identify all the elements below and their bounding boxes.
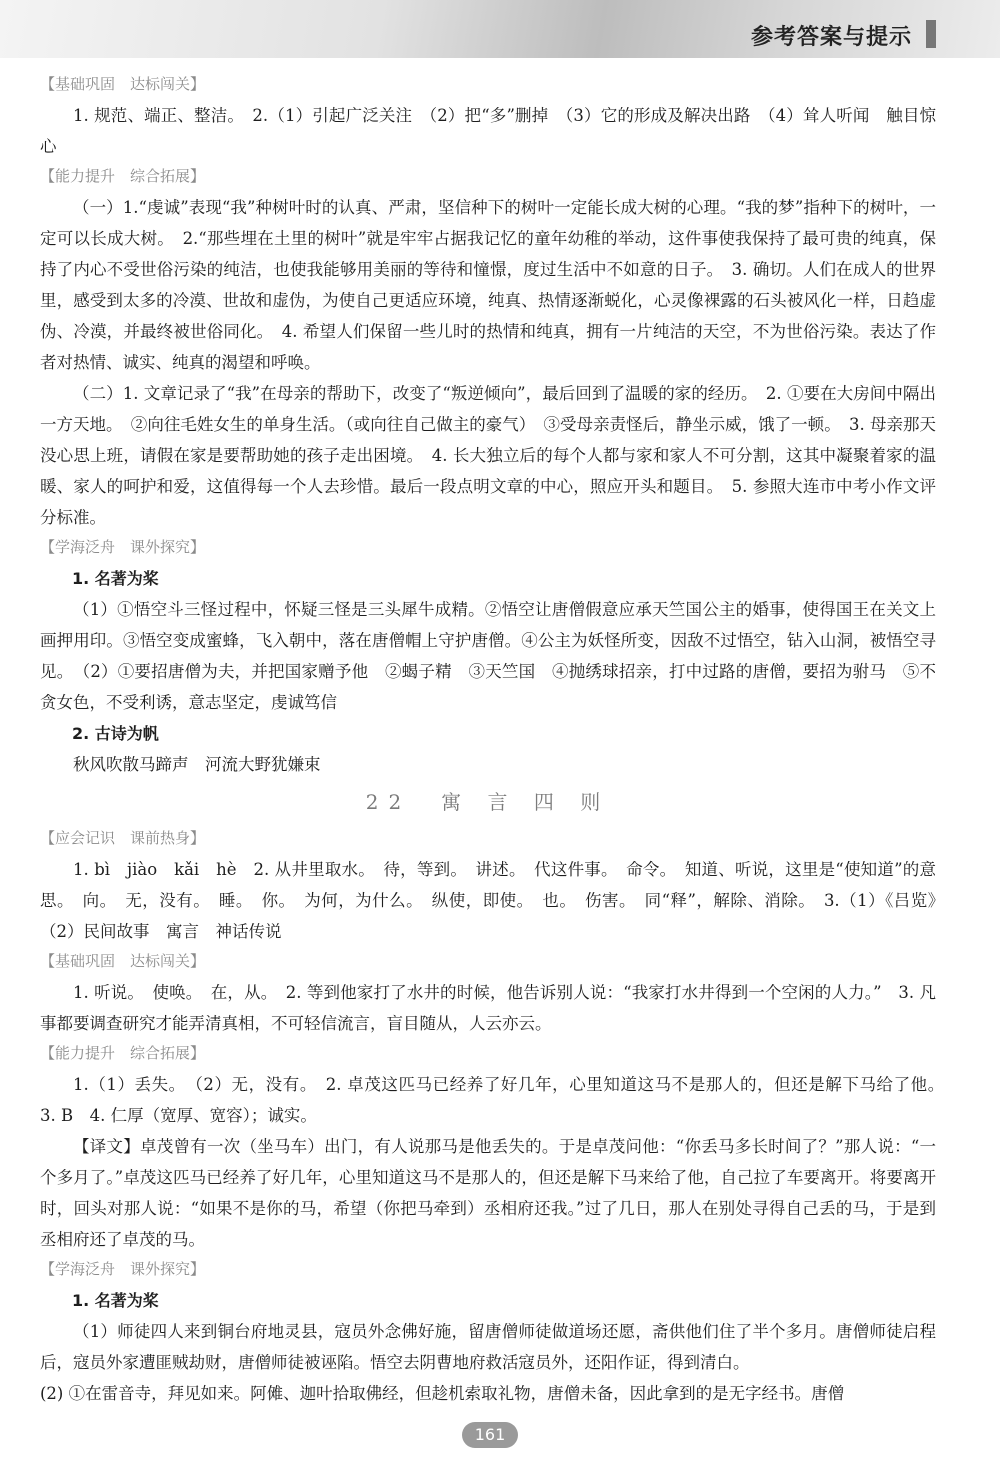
section-heading: 【学海泛舟 课外探究】 bbox=[40, 1260, 206, 1278]
section-heading: 【学海泛舟 课外探究】 bbox=[40, 538, 206, 556]
answer-paragraph: （二）1. 文章记录了“我”在母亲的帮助下，改变了“叛逆倾向”，最后回到了温暖的家的经历。 2. ①要在大房间中隔出一方天地。 ②向往毛姓女生的单身生活。（或向往自己做主的豪气） ③受母亲责怪后，静坐示威，饿了一顿。 3. 母亲那天没心思上班，请假在家是要帮助她的孩子走出困境。 4. 长大独立后的每个人都与家和家人不可分割，这其中凝聚着家的温暖、家人的呵护和爱，这值得每一个人去珍惜。最后一段点明文章的中心，照应开头和题目。 5. 参照大连市中考小作文评分标准。 bbox=[40, 384, 936, 527]
section-heading: 【应会记识 课前热身】 bbox=[40, 829, 206, 847]
section-heading: 【能力提升 综合拓展】 bbox=[40, 167, 206, 185]
lesson-title: 22 寓 言 四 则 bbox=[365, 790, 611, 814]
answer-paragraph: 1.（1）丢失。 （2）无，没有。 2. 卓茂这匹马已经养了好几年，心里知道这马不是那人的，但还是解下马给了他。 3. B 4. 仁厚（宽厚、宽容）；诚实。 bbox=[40, 1075, 953, 1125]
answer-content bbox=[40, 70, 953, 1409]
answer-paragraph: （一）1.“虔诚”表现“我”种树叶时的认真、严肃，坚信种下的树叶一定能长成大树的心理。“我的梦”指种下的树叶，一定可以长成大树。 2.“那些埋在土里的树叶”就是牢牢占据我记忆的童年幼稚的举动，这件事使我保持了最可贵的纯真，保持了内心不受世俗污染的纯洁，也使我能够用美丽的等待和憧憬，度过生活中不如意的日子。 3. 确切。人们在成人的世界里，感受到太多的冷漠、世故和虚伪，为使自己更适应环境，纯真、热情逐渐蜕化，心灵像裸露的石头被风化一样，日趋虚伪、冷漠，并最终被世俗同化。 4. 希望人们保留一些儿时的热情和纯真，拥有一片纯洁的天空，不为世俗污染。表达了作者对热情、诚实、纯真的渴望和呼唤。 bbox=[40, 198, 936, 372]
answer-paragraph: 【译文】卓茂曾有一次（坐马车）出门，有人说那马是他丢失的。于是卓茂问他：“你丢马多长时间了？”那人说：“一个多月了。”卓茂这匹马已经养了好几年，心里知道这马不是那人的，但还是解下马来给了他，自己拉了车要离开。将要离开时，回头对那人说：“如果不是你的马，希望（你把马牵到）丞相府还我。”过了几日，那人在别处寻得自己丢的马，于是到丞相府还了卓茂的马。 bbox=[40, 1137, 936, 1249]
page-number: 161 bbox=[462, 1422, 518, 1448]
answer-paragraph: 1. 听说。 使唤。 在，从。 2. 等到他家打了水井的时候，他告诉别人说：“我家打水井得到一个空闲的人力。” 3. 凡事都要调查研究才能弄清真相，不可轻信流言，盲目随从，人云亦云。 bbox=[40, 983, 936, 1033]
answer-paragraph: (2) ①在雷音寺，拜见如来。阿傩、迦叶拾取佛经，但趁机索取礼物，唐僧未备，因此拿到的是无字经书。唐僧 bbox=[40, 1384, 845, 1403]
subsection-heading: 1. 名著为桨 bbox=[72, 1291, 159, 1310]
subsection-heading: 1. 名著为桨 bbox=[72, 569, 159, 588]
section-heading: 【基础巩固 达标闯关】 bbox=[40, 952, 206, 970]
answer-paragraph: 1. bì jiào kǎi hè 2. 从井里取水。 待，等到。 讲述。 代这件事。 命令。 知道、听说，这里是“使知道”的意思。 向。 无，没有。 睡。 你。 为何，为什么。 纵使，即使。 也。 伤害。 同“释”，解除、消除。 3.（1）《吕览》 （2）民间故事 寓言 神话传说 bbox=[40, 860, 953, 941]
header-accent-bar bbox=[926, 20, 936, 48]
section-heading: 【能力提升 综合拓展】 bbox=[40, 1044, 206, 1062]
subsection-heading: 2. 古诗为帆 bbox=[72, 724, 159, 743]
page-header-title: 参考答案与提示 bbox=[750, 25, 912, 50]
answer-paragraph: （1）师徒四人来到铜台府地灵县，寇员外念佛好施，留唐僧师徒做道场还愿，斋供他们住了半个多月。唐僧师徒启程后，寇员外家遭匪贼劫财，唐僧师徒被诬陷。悟空去阴曹地府救活寇员外，还阳作证，得到清白。 bbox=[40, 1322, 936, 1372]
answer-paragraph: （1）①悟空斗三怪过程中，怀疑三怪是三头犀牛成精。②悟空让唐僧假意应承天竺国公主的婚事，使得国王在关文上画押用印。③悟空变成蜜蜂，飞入朝中，落在唐僧帽上守护唐僧。④公主为妖怪所变，因敌不过悟空，钻入山洞，被悟空寻见。 （2）①要招唐僧为夫，并把国家赠予他 ②蝎子精 ③天竺国 ④抛绣球招亲，打中过路的唐僧，要招为驸马 ⑤不贪女色，不受利诱，意志坚定，虔诚笃信 bbox=[40, 600, 936, 712]
answer-paragraph: 秋风吹散马蹄声 河流大野犹嫌束 bbox=[73, 755, 321, 774]
answer-paragraph: 1. 规范、端正、整洁。 2.（1）引起广泛关注 （2）把“多”删掉 （3）它的形成及解决出路 （4）耸人听闻 触目惊心 bbox=[40, 106, 936, 156]
section-heading: 【基础巩固 达标闯关】 bbox=[40, 75, 206, 93]
